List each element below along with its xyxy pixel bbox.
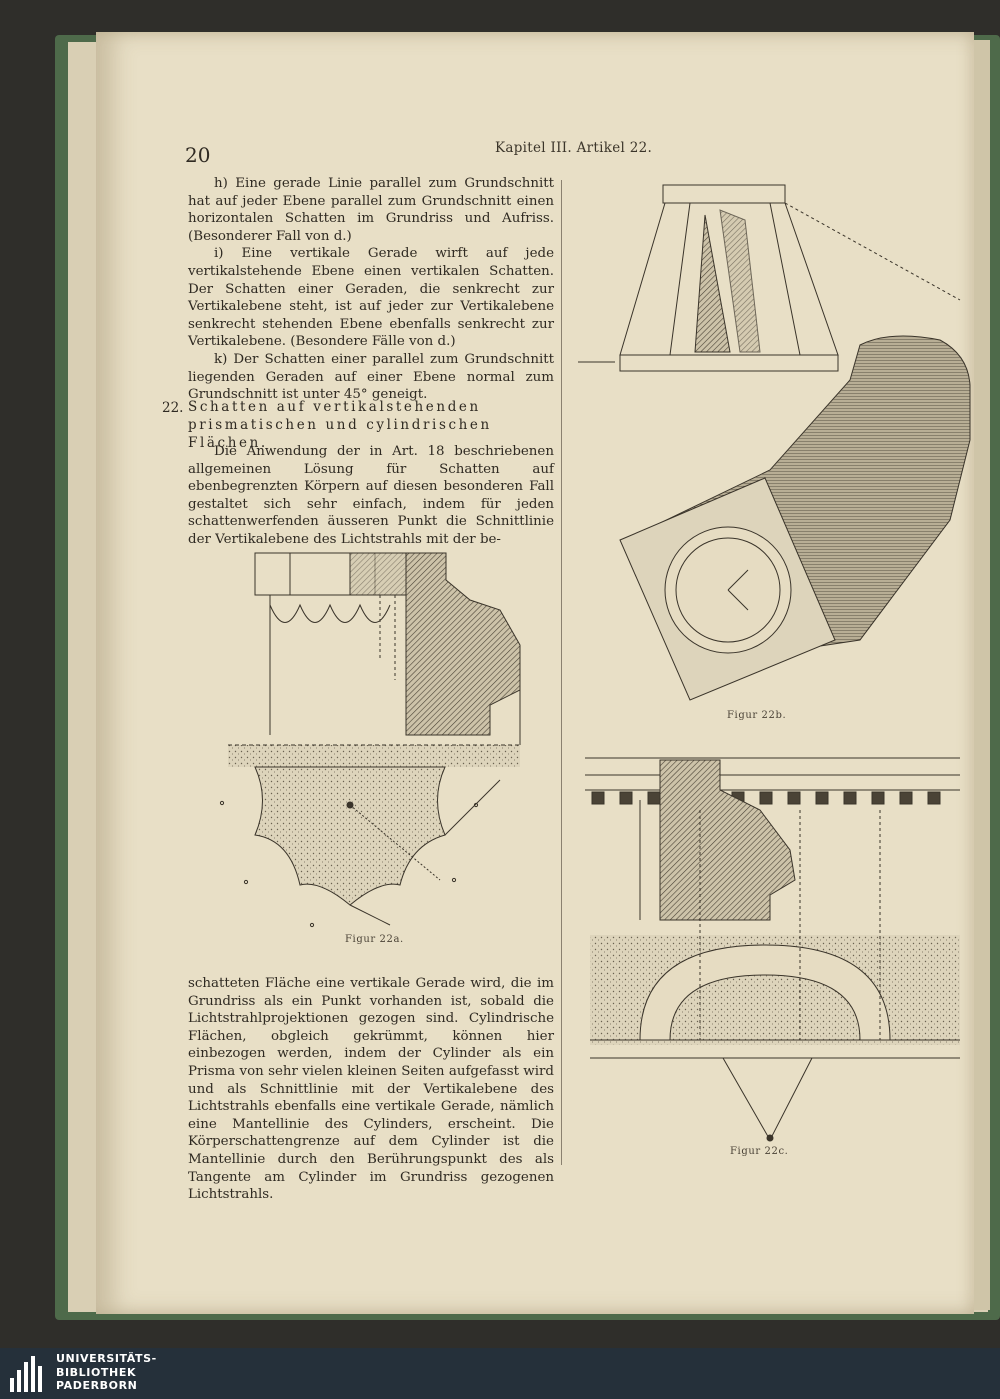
library-logo-icon [10,1356,46,1392]
library-name-line1: UNIVERSITÄTS- [56,1352,157,1365]
section-continuation [188,975,554,1204]
section-number: 22. [162,400,184,416]
library-name-line3: PADERBORN [56,1379,138,1392]
figure-22c-caption: Figur 22c. [730,1146,789,1157]
running-head: Kapitel III. Artikel 22. [495,140,653,156]
page-number: 20 [185,143,211,167]
rule-i: i) Eine vertikale Gerade wirft auf jede vertikalstehende Ebene einen vertikalen Schatten. Der Schatten einer Geraden, die senkrecht zur Vertikalebene steht, ist auf jeder zur Vertikalebene senkrecht stehenden Ebene ebenfalls senkrecht zur Vertikalebene. (Besondere Fälle von d.) [188,246,554,350]
figure-22a-caption: Figur 22a. [345,934,404,945]
rule-k: k) Der Schatten einer parallel zum Grundschnitt liegenden Geraden auf einer Ebene normal zum Grundschnitt ist unter 45° geneigt. [188,351,554,403]
rules-list [188,175,554,404]
library-name-line2: BIBLIOTHEK [56,1365,137,1379]
figure-22b-caption: Figur 22b. [727,710,787,721]
column-divider [561,180,562,1165]
continuation-paragraph: schatteten Fläche eine vertikale Gerade wird, die im Grundriss als ein Punkt vorhanden ist, sobald die Lichtstrahlprojektionen gezogen sind. Cylindrische Flächen, obgleich gekrümmt, können hier einbezogen werden, indem der Cylinder als ein Prisma von sehr vielen kleinen Seiten aufgefasst wird und als Schnittlinie mit der Vertikalebene des Lichtstrahls ebenfalls eine vertikale Gerade, nämlich eine Mantellinie des Cylinders, erscheint. Die Körperschattengrenze auf dem Cylinder ist die Mantellinie durch den Berührungspunkt des als Tangente am Cylinder im Grundriss gezogenen Lichtstrahls. [188,976,554,1203]
library-footer [0,1348,1000,1399]
intro-paragraph: Die Anwendung der in Art. 18 beschriebenen allgemeinen Lösung für Schatten auf ebenbegrenzten Körpern auf diesen besonderen Fall gestaltet sich sehr einfach, indem für jeden schattenwerfenden äusseren Punkt die Schnittlinie der Vertikalebene des Lichtstrahls mit der be- [188,444,554,547]
library-name [56,1352,157,1393]
section-intro [188,443,554,549]
section-title: Schatten auf vertikalstehenden prismatischen und cylindrischen Flächen. [188,399,492,451]
rule-h: h) Eine gerade Linie parallel zum Grundschnitt hat auf jeder Ebene parallel zum Grundschnitt einen horizontalen Schatten im Grundriss und Aufriss. (Besonderer Fall von d.) [188,176,554,244]
page-edge [972,40,990,1310]
